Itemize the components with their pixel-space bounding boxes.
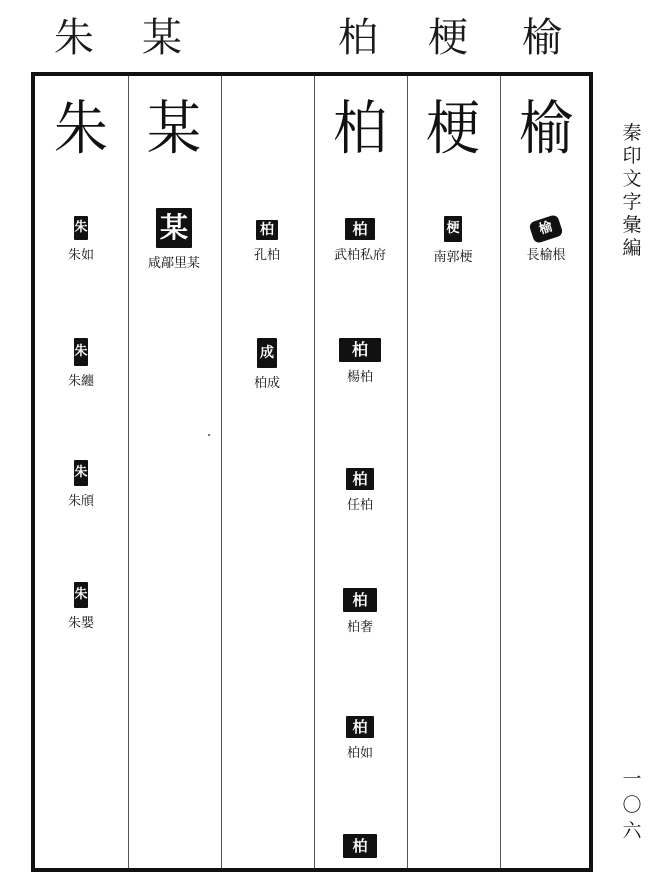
header-char-mou: 某 bbox=[142, 15, 182, 61]
seal-impression: 朱 bbox=[74, 582, 88, 608]
seal-impression: 某 bbox=[156, 208, 192, 248]
seal-caption: 長榆根 bbox=[526, 248, 566, 263]
page-number-char: 〇 bbox=[622, 794, 642, 816]
seal-impression: 柏 bbox=[339, 338, 381, 362]
seal-table bbox=[31, 72, 593, 872]
seal-caption: 柏成 bbox=[253, 376, 280, 391]
seal-impression: 朱 bbox=[74, 460, 88, 486]
seal-caption: 任柏 bbox=[346, 498, 373, 513]
seal-script-char: 柏 bbox=[333, 94, 387, 163]
seal-entry bbox=[35, 338, 127, 390]
column-divider bbox=[128, 76, 129, 868]
seal-entry bbox=[35, 582, 127, 632]
seal-caption: 柏如 bbox=[346, 746, 373, 761]
column-divider bbox=[221, 76, 222, 868]
seal-entry bbox=[35, 460, 127, 510]
seal-caption: 朱嬰 bbox=[67, 616, 94, 631]
seal-caption: 武柏私府 bbox=[333, 248, 386, 263]
seal-entry bbox=[407, 216, 499, 266]
book-title bbox=[620, 122, 644, 260]
page-number-char: 六 bbox=[622, 820, 642, 842]
column-divider bbox=[407, 76, 408, 868]
seal-script-char: 榆 bbox=[519, 94, 573, 163]
seal-entry bbox=[314, 834, 406, 866]
seal-impression: 柏 bbox=[346, 468, 374, 490]
seal-entry bbox=[314, 218, 406, 264]
seal-entry bbox=[221, 220, 313, 264]
seal-entry bbox=[314, 468, 406, 514]
seal-entry bbox=[314, 338, 406, 386]
header-char-yu: 榆 bbox=[522, 15, 562, 61]
ink-speck bbox=[208, 434, 210, 436]
seal-impression: 朱 bbox=[74, 216, 88, 240]
header-char-bai: 柏 bbox=[338, 15, 378, 61]
seal-caption: 朱如 bbox=[67, 248, 94, 263]
seal-caption: 孔柏 bbox=[253, 248, 280, 263]
seal-caption: 朱頎 bbox=[67, 494, 94, 509]
seal-impression: 榆 bbox=[528, 214, 563, 244]
seal-entry bbox=[35, 216, 127, 264]
header-char-geng: 梗 bbox=[428, 15, 468, 61]
seal-entry bbox=[128, 208, 220, 272]
column-divider bbox=[500, 76, 501, 868]
seal-entry bbox=[314, 588, 406, 636]
seal-impression: 柏 bbox=[345, 218, 375, 240]
seal-entry bbox=[500, 218, 592, 264]
seal-impression: 柏 bbox=[346, 716, 374, 738]
book-title-char: 秦 bbox=[622, 122, 642, 144]
seal-entry bbox=[221, 338, 313, 392]
book-title-char: 編 bbox=[622, 237, 642, 259]
header-char-zhu: 朱 bbox=[54, 15, 94, 61]
book-title-char: 文 bbox=[622, 168, 642, 190]
seal-caption: 南郭梗 bbox=[433, 250, 473, 265]
seal-impression: 朱 bbox=[74, 338, 88, 366]
page-number bbox=[620, 766, 644, 844]
seal-caption: 咸鄗里某 bbox=[147, 256, 200, 271]
seal-impression: 柏 bbox=[256, 220, 278, 240]
seal-script-char: 朱 bbox=[54, 94, 108, 163]
book-title-char: 彙 bbox=[622, 214, 642, 236]
seal-impression: 柏 bbox=[343, 588, 377, 612]
seal-caption: 朱纏 bbox=[67, 374, 94, 389]
seal-script-char: 某 bbox=[147, 94, 201, 163]
seal-script-char: 梗 bbox=[426, 94, 480, 163]
book-title-char: 字 bbox=[622, 191, 642, 213]
book-title-char: 印 bbox=[622, 145, 642, 167]
seal-impression: 成 bbox=[257, 338, 277, 368]
seal-caption: 柏奢 bbox=[346, 620, 373, 635]
seal-entry bbox=[314, 716, 406, 762]
seal-impression: 柏 bbox=[343, 834, 377, 858]
page-number-char: 一 bbox=[622, 768, 642, 790]
seal-caption: 楊柏 bbox=[346, 370, 373, 385]
seal-impression: 梗 bbox=[444, 216, 462, 242]
